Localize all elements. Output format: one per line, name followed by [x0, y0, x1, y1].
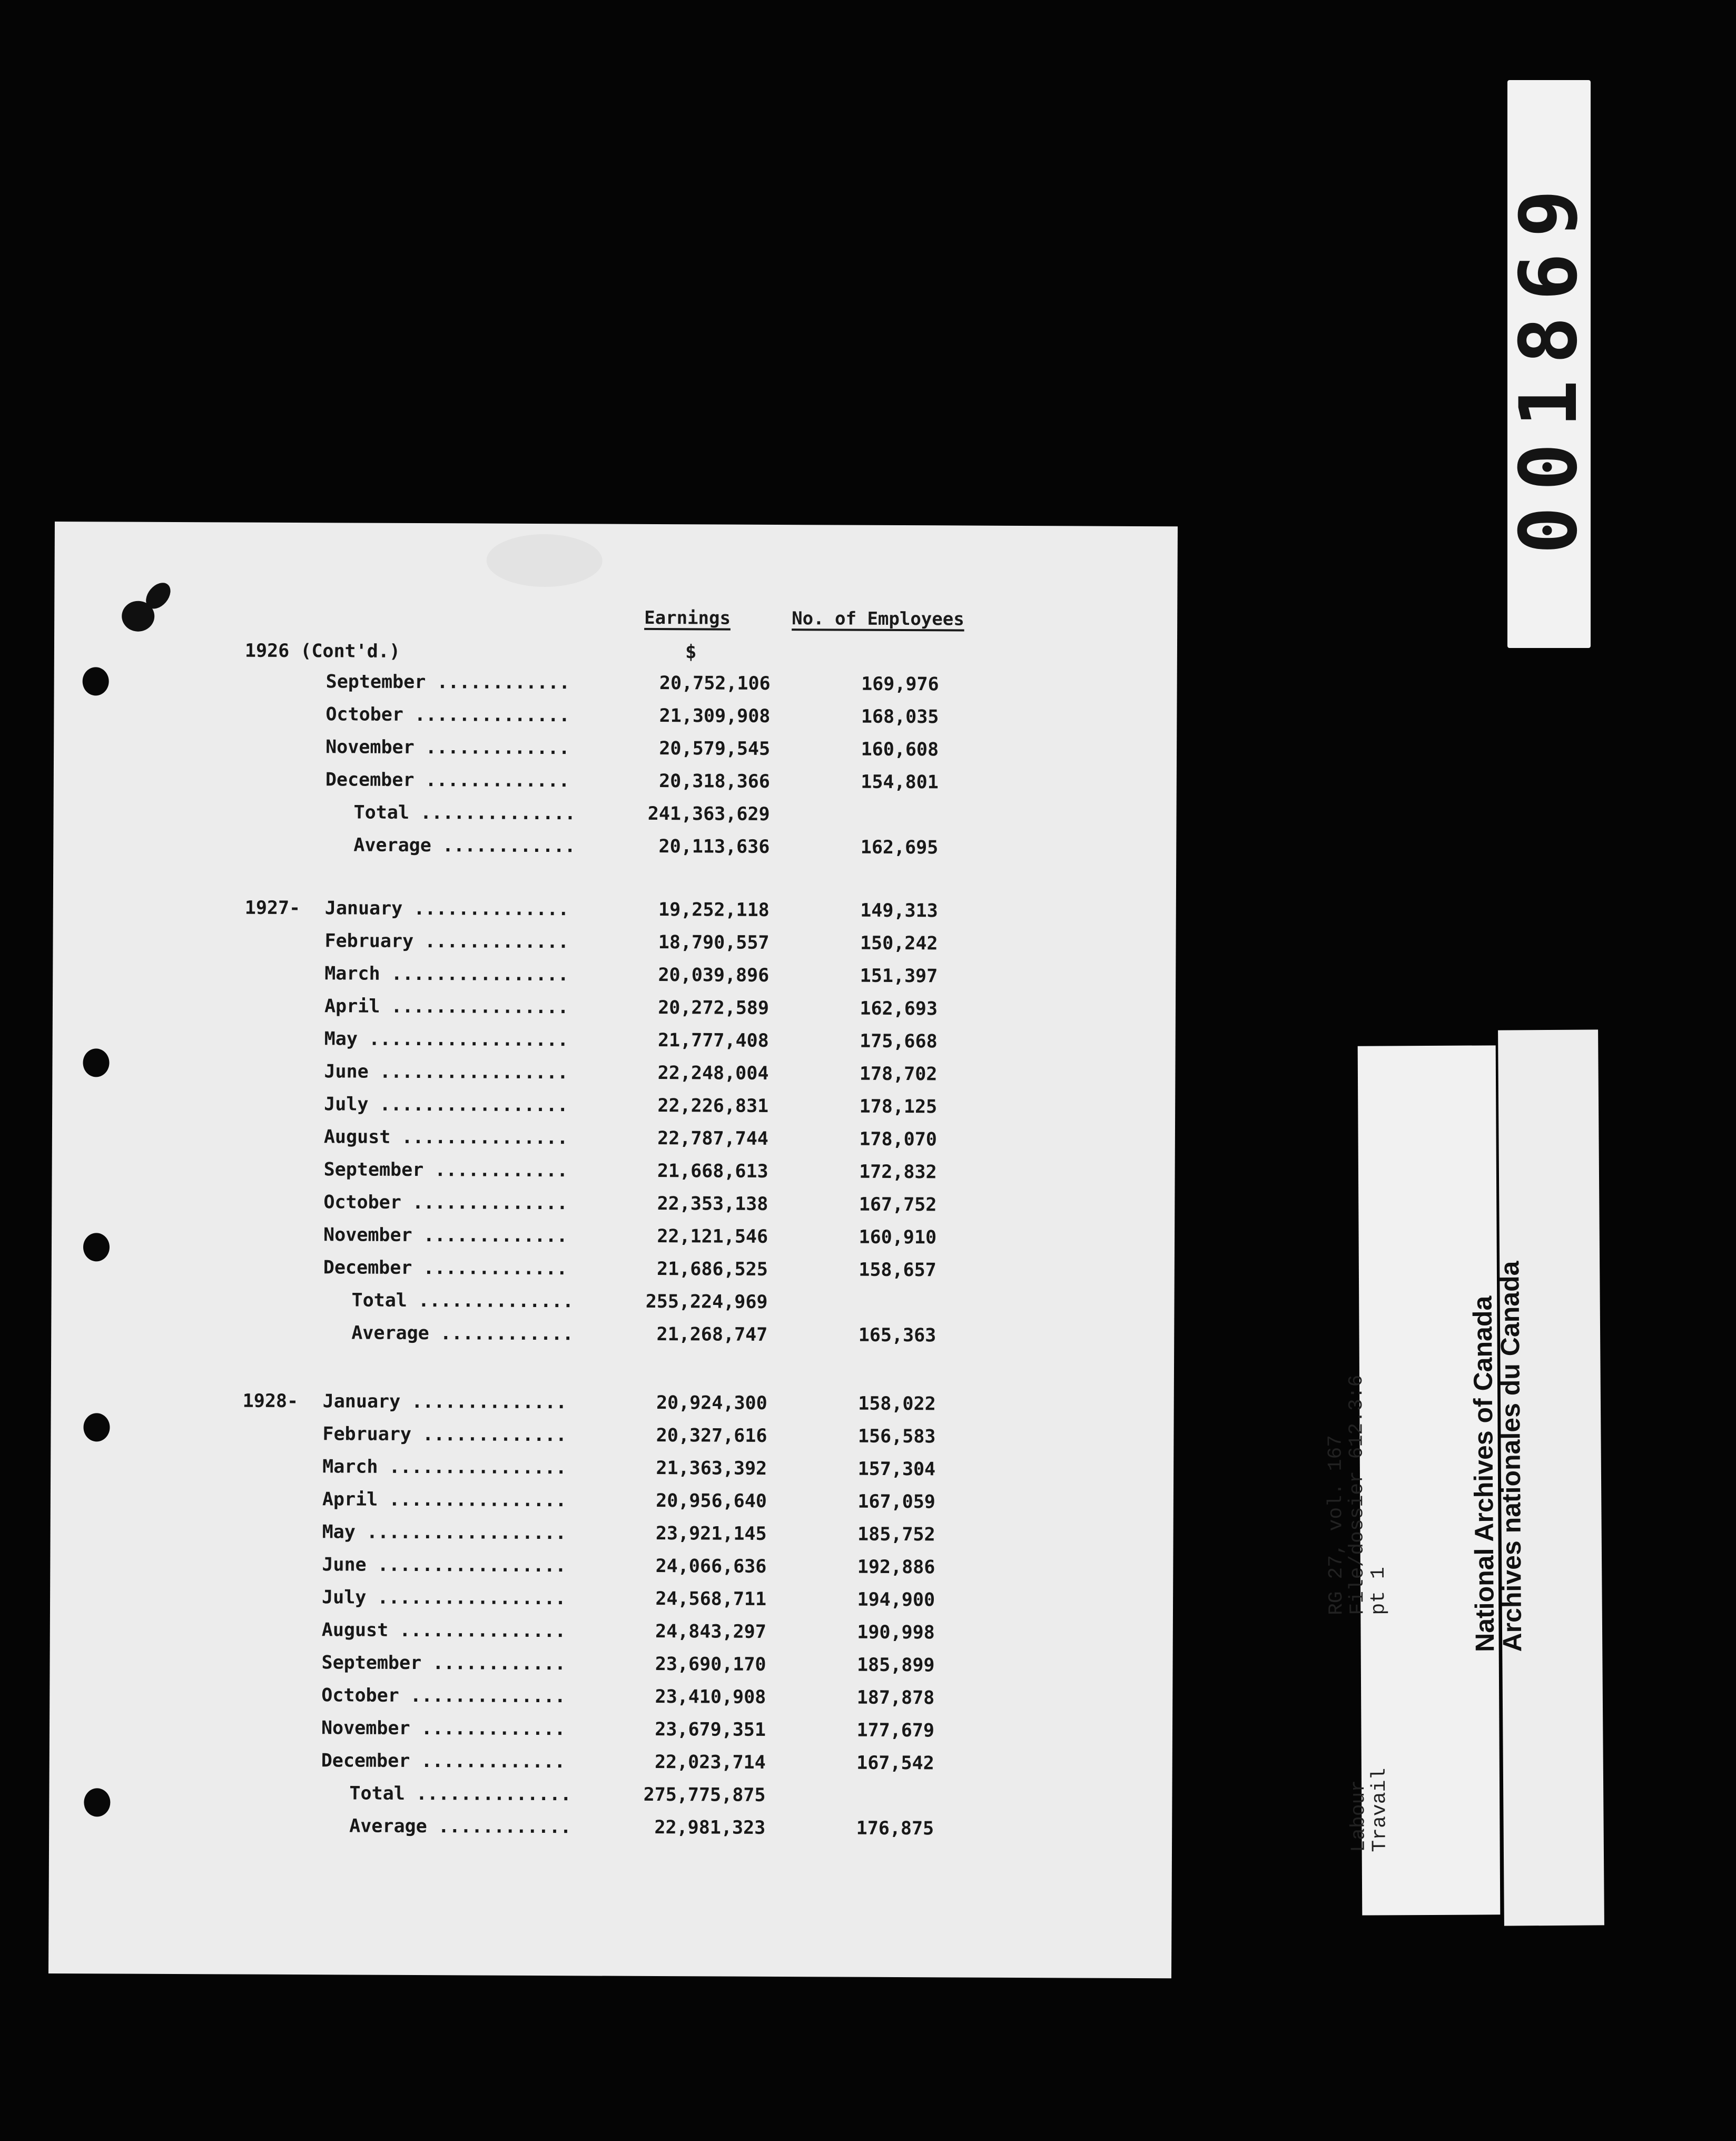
table-row	[51, 1520, 1173, 1551]
earnings-cell: 20,327,616	[656, 1425, 767, 1447]
earnings-cell: 22,787,744	[657, 1128, 768, 1150]
row-label: February .............	[322, 1423, 567, 1446]
earnings-cell: 20,579,545	[659, 738, 771, 760]
row-label: July .................	[324, 1094, 568, 1116]
archives-strip	[1467, 1029, 1604, 1926]
earnings-cell: 255,224,969	[645, 1291, 768, 1313]
row-label: March ................	[324, 963, 569, 986]
row-label: December .............	[325, 769, 570, 792]
employees-cell: 167,752	[859, 1194, 937, 1216]
employees-cell: 149,313	[860, 900, 938, 922]
row-label: Total ..............	[349, 1783, 571, 1805]
archives-name	[1468, 1177, 1526, 1652]
employees-cell: 187,878	[856, 1687, 935, 1709]
row-label: December .............	[323, 1257, 568, 1280]
table-row	[50, 1618, 1173, 1649]
table-row	[52, 1256, 1175, 1287]
employees-cell: 157,304	[857, 1458, 936, 1480]
earnings-cell: 22,981,323	[654, 1816, 766, 1839]
row-label: January ..............	[324, 898, 569, 920]
department-fr: Travail	[1368, 1767, 1392, 1852]
row-label: October ..............	[326, 704, 570, 726]
employees-cell: 167,059	[857, 1491, 935, 1513]
table-row	[53, 995, 1176, 1026]
file-volume: RG 27, vol. 167	[1324, 1435, 1348, 1616]
year-label: 1926 (Cont'd.)	[244, 640, 401, 662]
year-label: 1927-	[244, 897, 301, 919]
row-label: August ...............	[321, 1619, 566, 1642]
table-row	[51, 1289, 1174, 1320]
employees-cell: 160,910	[859, 1226, 937, 1249]
earnings-cell: 20,956,640	[656, 1490, 767, 1512]
table-row	[50, 1716, 1172, 1747]
employees-cell: 160,608	[861, 739, 939, 761]
employees-cell: 165,363	[858, 1324, 936, 1347]
earnings-cell: 22,121,546	[657, 1226, 768, 1248]
row-label: Total ..............	[353, 802, 576, 824]
earnings-header: Earnings	[644, 607, 731, 629]
earnings-cell: 21,363,392	[656, 1457, 767, 1479]
table-row	[50, 1586, 1173, 1617]
row-label: October ..............	[323, 1192, 568, 1214]
table-row	[53, 897, 1176, 928]
table-row	[53, 929, 1176, 960]
table-row	[52, 1060, 1175, 1091]
table-row	[51, 1321, 1174, 1352]
row-label: Average ............	[349, 1815, 571, 1838]
employees-cell: 192,886	[857, 1556, 935, 1578]
row-label: Total ..............	[351, 1290, 574, 1312]
row-label: June .................	[322, 1554, 567, 1577]
table-row	[51, 1390, 1174, 1421]
row-label: September ............	[323, 1159, 568, 1182]
earnings-cell: 22,226,831	[657, 1095, 769, 1117]
row-label: October ..............	[321, 1685, 566, 1707]
earnings-cell: 21,268,747	[656, 1324, 768, 1346]
archives-name-fr: Archives nationales du Canada	[1495, 1261, 1527, 1652]
year-label: 1928-	[242, 1390, 299, 1412]
employees-cell: 185,752	[857, 1524, 935, 1546]
employees-cell: 172,832	[859, 1161, 937, 1183]
employees-cell: 162,695	[860, 837, 939, 859]
employees-cell: 162,693	[860, 998, 938, 1020]
employees-cell: 178,070	[859, 1128, 937, 1151]
earnings-cell: 23,679,351	[655, 1718, 766, 1741]
employees-cell: 167,542	[856, 1752, 934, 1774]
row-label: June .................	[324, 1061, 569, 1084]
earnings-cell: 20,924,300	[656, 1392, 767, 1414]
employees-cell: 168,035	[861, 706, 939, 728]
earnings-cell: 24,843,297	[655, 1621, 766, 1643]
department-en: Labour	[1347, 1780, 1370, 1852]
earnings-cell: 20,113,636	[658, 836, 770, 858]
row-label: November .............	[323, 1224, 568, 1247]
row-label: May ..................	[322, 1521, 567, 1544]
earnings-cell: 24,066,636	[655, 1555, 767, 1577]
employees-cell: 178,702	[859, 1063, 938, 1085]
table-row	[52, 1093, 1175, 1124]
table-row	[50, 1651, 1172, 1682]
row-label: March ................	[322, 1456, 567, 1479]
row-label: July .................	[322, 1587, 566, 1609]
file-dossier: File/dossier 612.3:6	[1345, 1374, 1369, 1615]
table-row	[54, 703, 1177, 734]
employees-cell: 177,679	[856, 1720, 935, 1742]
bleed-through-mark	[486, 534, 602, 587]
table-row	[52, 1191, 1175, 1222]
employees-header: No. of Employees	[792, 608, 964, 630]
table-row	[51, 1455, 1173, 1486]
frame-number: 001869	[1503, 174, 1595, 554]
table-row	[53, 962, 1176, 993]
table-row	[50, 1553, 1173, 1584]
table-row	[49, 1782, 1172, 1813]
employees-cell: 151,397	[860, 965, 938, 987]
row-label: August ...............	[323, 1126, 568, 1149]
document-page	[48, 522, 1178, 1978]
table-row	[52, 1158, 1175, 1189]
table-row	[50, 1749, 1172, 1780]
employees-cell: 158,657	[859, 1259, 936, 1281]
row-label: September ............	[321, 1652, 566, 1675]
earnings-cell: 21,686,525	[657, 1259, 768, 1280]
earnings-cell: 21,309,908	[659, 705, 771, 727]
table-row	[51, 1422, 1173, 1453]
table-row	[51, 1488, 1173, 1519]
employees-cell: 194,900	[857, 1589, 935, 1611]
earnings-cell: 241,363,629	[647, 803, 770, 825]
employees-cell: 176,875	[856, 1818, 934, 1840]
employees-cell: 154,801	[861, 771, 939, 793]
earnings-cell: 23,410,908	[655, 1686, 766, 1708]
currency-symbol: $	[685, 641, 697, 663]
employees-cell: 190,998	[857, 1622, 935, 1644]
earnings-cell: 21,668,613	[657, 1161, 768, 1182]
file-part: pt 1	[1367, 1567, 1390, 1615]
employees-cell: 178,125	[859, 1096, 938, 1118]
employees-cell: 156,583	[857, 1426, 936, 1448]
row-label: May ..................	[324, 1028, 569, 1051]
row-label: Average ............	[353, 834, 576, 857]
earnings-cell: 19,252,118	[658, 899, 770, 921]
row-label: January ..............	[322, 1391, 567, 1413]
table-row	[53, 801, 1176, 832]
row-label: November .............	[326, 736, 570, 759]
employees-cell: 175,668	[860, 1030, 938, 1053]
earnings-cell: 23,921,145	[655, 1523, 767, 1545]
employees-cell: 185,899	[856, 1654, 935, 1676]
table-row	[49, 1814, 1172, 1845]
table-row	[52, 1125, 1175, 1156]
file-reference-lines	[1325, 1246, 1390, 1615]
department-lines	[1348, 1662, 1391, 1852]
table-row	[52, 1223, 1175, 1254]
table-row	[54, 735, 1177, 767]
row-label: December .............	[321, 1750, 566, 1773]
table-row	[53, 1027, 1176, 1058]
row-label: April ................	[324, 996, 569, 1018]
earnings-cell: 18,790,557	[658, 932, 770, 954]
earnings-cell: 22,248,004	[657, 1063, 769, 1084]
frame-number-strip	[1503, 80, 1595, 648]
employees-cell: 150,242	[860, 932, 938, 955]
row-label: February .............	[324, 930, 569, 953]
earnings-cell: 22,023,714	[654, 1751, 766, 1773]
row-label: April ................	[322, 1489, 567, 1511]
table-row	[50, 1684, 1172, 1715]
earnings-cell: 24,568,711	[655, 1588, 767, 1610]
table-row	[54, 768, 1177, 799]
employees-cell: 158,022	[858, 1393, 936, 1415]
row-label: September ............	[326, 671, 570, 694]
employees-cell: 169,976	[861, 673, 939, 695]
earnings-cell: 20,272,589	[658, 997, 770, 1019]
row-label: Average ............	[351, 1322, 574, 1345]
earnings-cell: 22,353,138	[657, 1193, 768, 1215]
earnings-cell: 20,039,896	[658, 965, 770, 986]
table-row	[54, 670, 1177, 701]
earnings-cell: 275,775,875	[643, 1784, 766, 1806]
earnings-cell: 23,690,170	[655, 1653, 766, 1675]
earnings-cell: 20,318,366	[659, 771, 770, 792]
table-row	[53, 833, 1176, 865]
row-label: November .............	[321, 1717, 566, 1740]
earnings-cell: 21,777,408	[657, 1030, 769, 1052]
archives-name-en: National Archives of Canada	[1467, 1295, 1500, 1653]
earnings-cell: 20,752,106	[659, 673, 771, 694]
